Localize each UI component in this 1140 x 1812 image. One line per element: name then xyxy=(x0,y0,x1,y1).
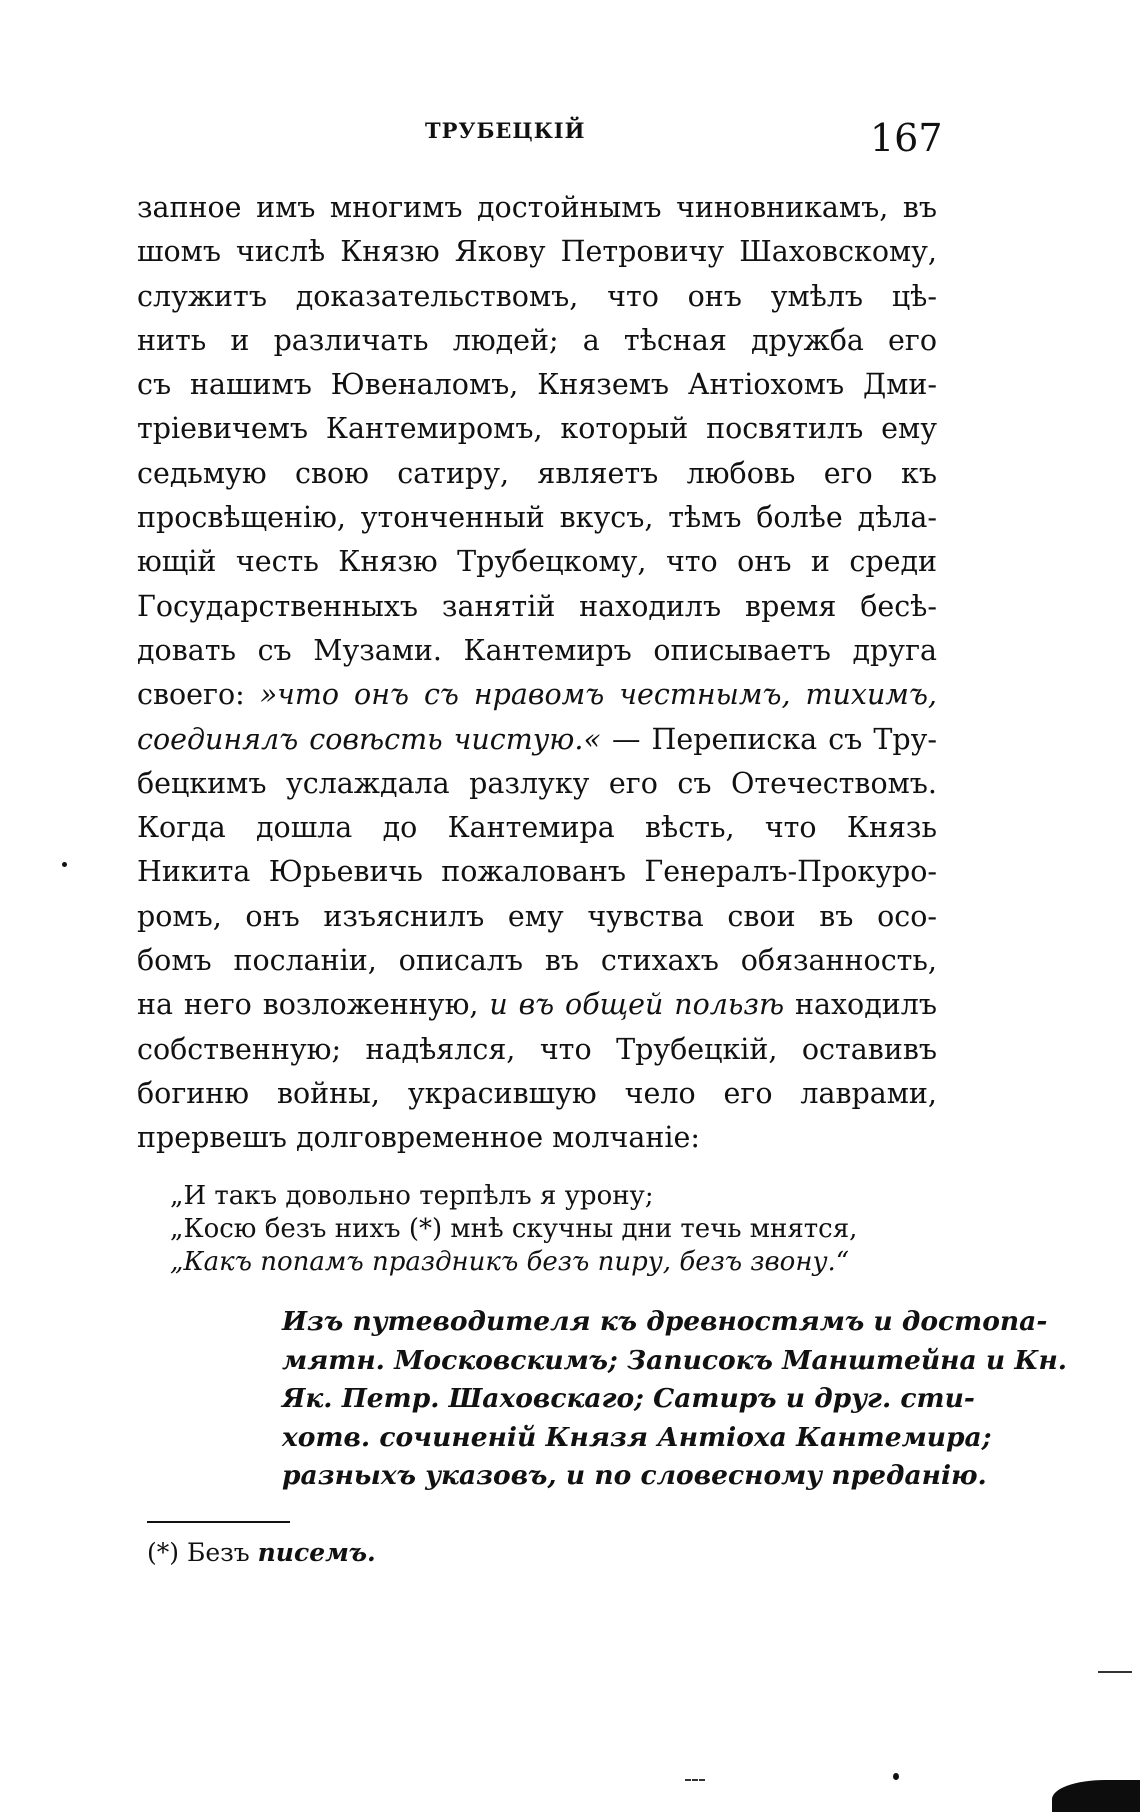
footnote xyxy=(147,1538,376,1567)
ink-speck xyxy=(893,1773,899,1780)
scan-smudge xyxy=(1052,1780,1140,1812)
body-line: тріевичемъ Кантемиромъ, который посвятилъ ему xyxy=(137,412,937,446)
body-line: бомъ посланіи, описалъ въ стихахъ обязанность, xyxy=(137,944,937,978)
body-line-quote xyxy=(137,718,937,762)
footnote-italic: писемъ. xyxy=(257,1538,376,1567)
body-line-last: прервешъ долговременное молчаніе: xyxy=(137,1121,700,1155)
body-line: нить и различать людей; а тѣсная дружба его xyxy=(137,323,937,357)
verse-quotation xyxy=(170,1180,930,1279)
body-line: седьмую свою сатиру, являетъ любовь его къ xyxy=(137,456,937,490)
source-line: Изъ путеводителя къ древностямъ и достопа- xyxy=(282,1306,1048,1337)
body-line: запное имъ многимъ достойнымъ чиновникамъ, въ xyxy=(137,191,937,224)
verse-line-italic: „Какъ попамъ праздникъ безъ пиру, безъ звону.“ xyxy=(170,1247,850,1277)
source-line: Як. Петр. Шаховскаго; Сатиръ и друг. сти- xyxy=(282,1383,975,1414)
ink-speck xyxy=(62,862,67,867)
body-line: собственную; надѣялся, что Трубецкій, оставивъ xyxy=(137,1032,937,1066)
running-head: ТРУБЕЦКІЙ xyxy=(425,118,586,143)
page-number: 167 xyxy=(870,116,943,160)
quote-outro: — Переписка съ Тру- xyxy=(611,722,938,756)
body-line: просвѣщенію, утонченный вкусъ, тѣмъ болѣе дѣла- xyxy=(137,501,937,535)
body-line: Никита Юрьевичь пожалованъ Генералъ-Прокуро- xyxy=(137,855,937,889)
body-line: ромъ, онъ изъяснилъ ему чувства свои въ осо- xyxy=(137,899,937,933)
body-line-italic-phrase xyxy=(137,983,937,1027)
body-line-quote xyxy=(137,673,937,717)
quote-italic-2: соединялъ совѣсть чистую.« xyxy=(137,722,601,756)
body-line: довать съ Музами. Кантемиръ описываетъ друга xyxy=(137,633,937,667)
body-line: ющій честь Князю Трубецкому, что онъ и среди xyxy=(137,545,937,579)
body-line: Государственныхъ занятій находилъ время бесѣ- xyxy=(137,589,937,623)
body-line: богиню войны, украсившую чело его лаврами, xyxy=(137,1076,937,1110)
body-line: бецкимъ услаждала разлуку его съ Отечествомъ. xyxy=(137,766,937,800)
post-italic: находилъ xyxy=(794,988,937,1022)
edge-mark xyxy=(685,1779,705,1781)
source-line: мятн. Московскимъ; Записокъ Манштейна и Кн. xyxy=(282,1344,1067,1376)
verse-line: „И такъ довольно терпѣлъ я урону; xyxy=(170,1181,654,1211)
source-line-last: разныхъ указовъ, и по словесному преданію. xyxy=(282,1460,987,1491)
sources-note xyxy=(282,1303,1067,1496)
body-line: съ нашимъ Ювеналомъ, Княземъ Антіохомъ Дми- xyxy=(137,368,937,402)
quote-intro: своего: xyxy=(137,678,245,712)
italic-phrase: и въ общей пользѣ xyxy=(489,988,785,1022)
body-line: шомъ числѣ Князю Якову Петровичу Шаховскому, xyxy=(137,235,937,269)
body-paragraph xyxy=(137,186,937,1161)
edge-mark xyxy=(1098,1671,1132,1673)
footnote-divider xyxy=(147,1521,290,1523)
body-line: служитъ доказательствомъ, что онъ умѣлъ цѣ- xyxy=(137,279,937,313)
footnote-marker: (*) Безъ xyxy=(147,1538,250,1567)
pre-italic: на него возложенную, xyxy=(137,988,479,1022)
body-line: Когда дошла до Кантемира вѣсть, что Князь xyxy=(137,811,937,845)
quote-italic-1: »что онъ съ нравомъ честнымъ, тихимъ, xyxy=(259,678,937,712)
source-line: хотв. сочиненій Князя Антіоха Кантемира; xyxy=(282,1421,992,1453)
verse-line: „Косю безъ нихъ (*) мнѣ скучны дни течь мнятся, xyxy=(170,1214,858,1244)
